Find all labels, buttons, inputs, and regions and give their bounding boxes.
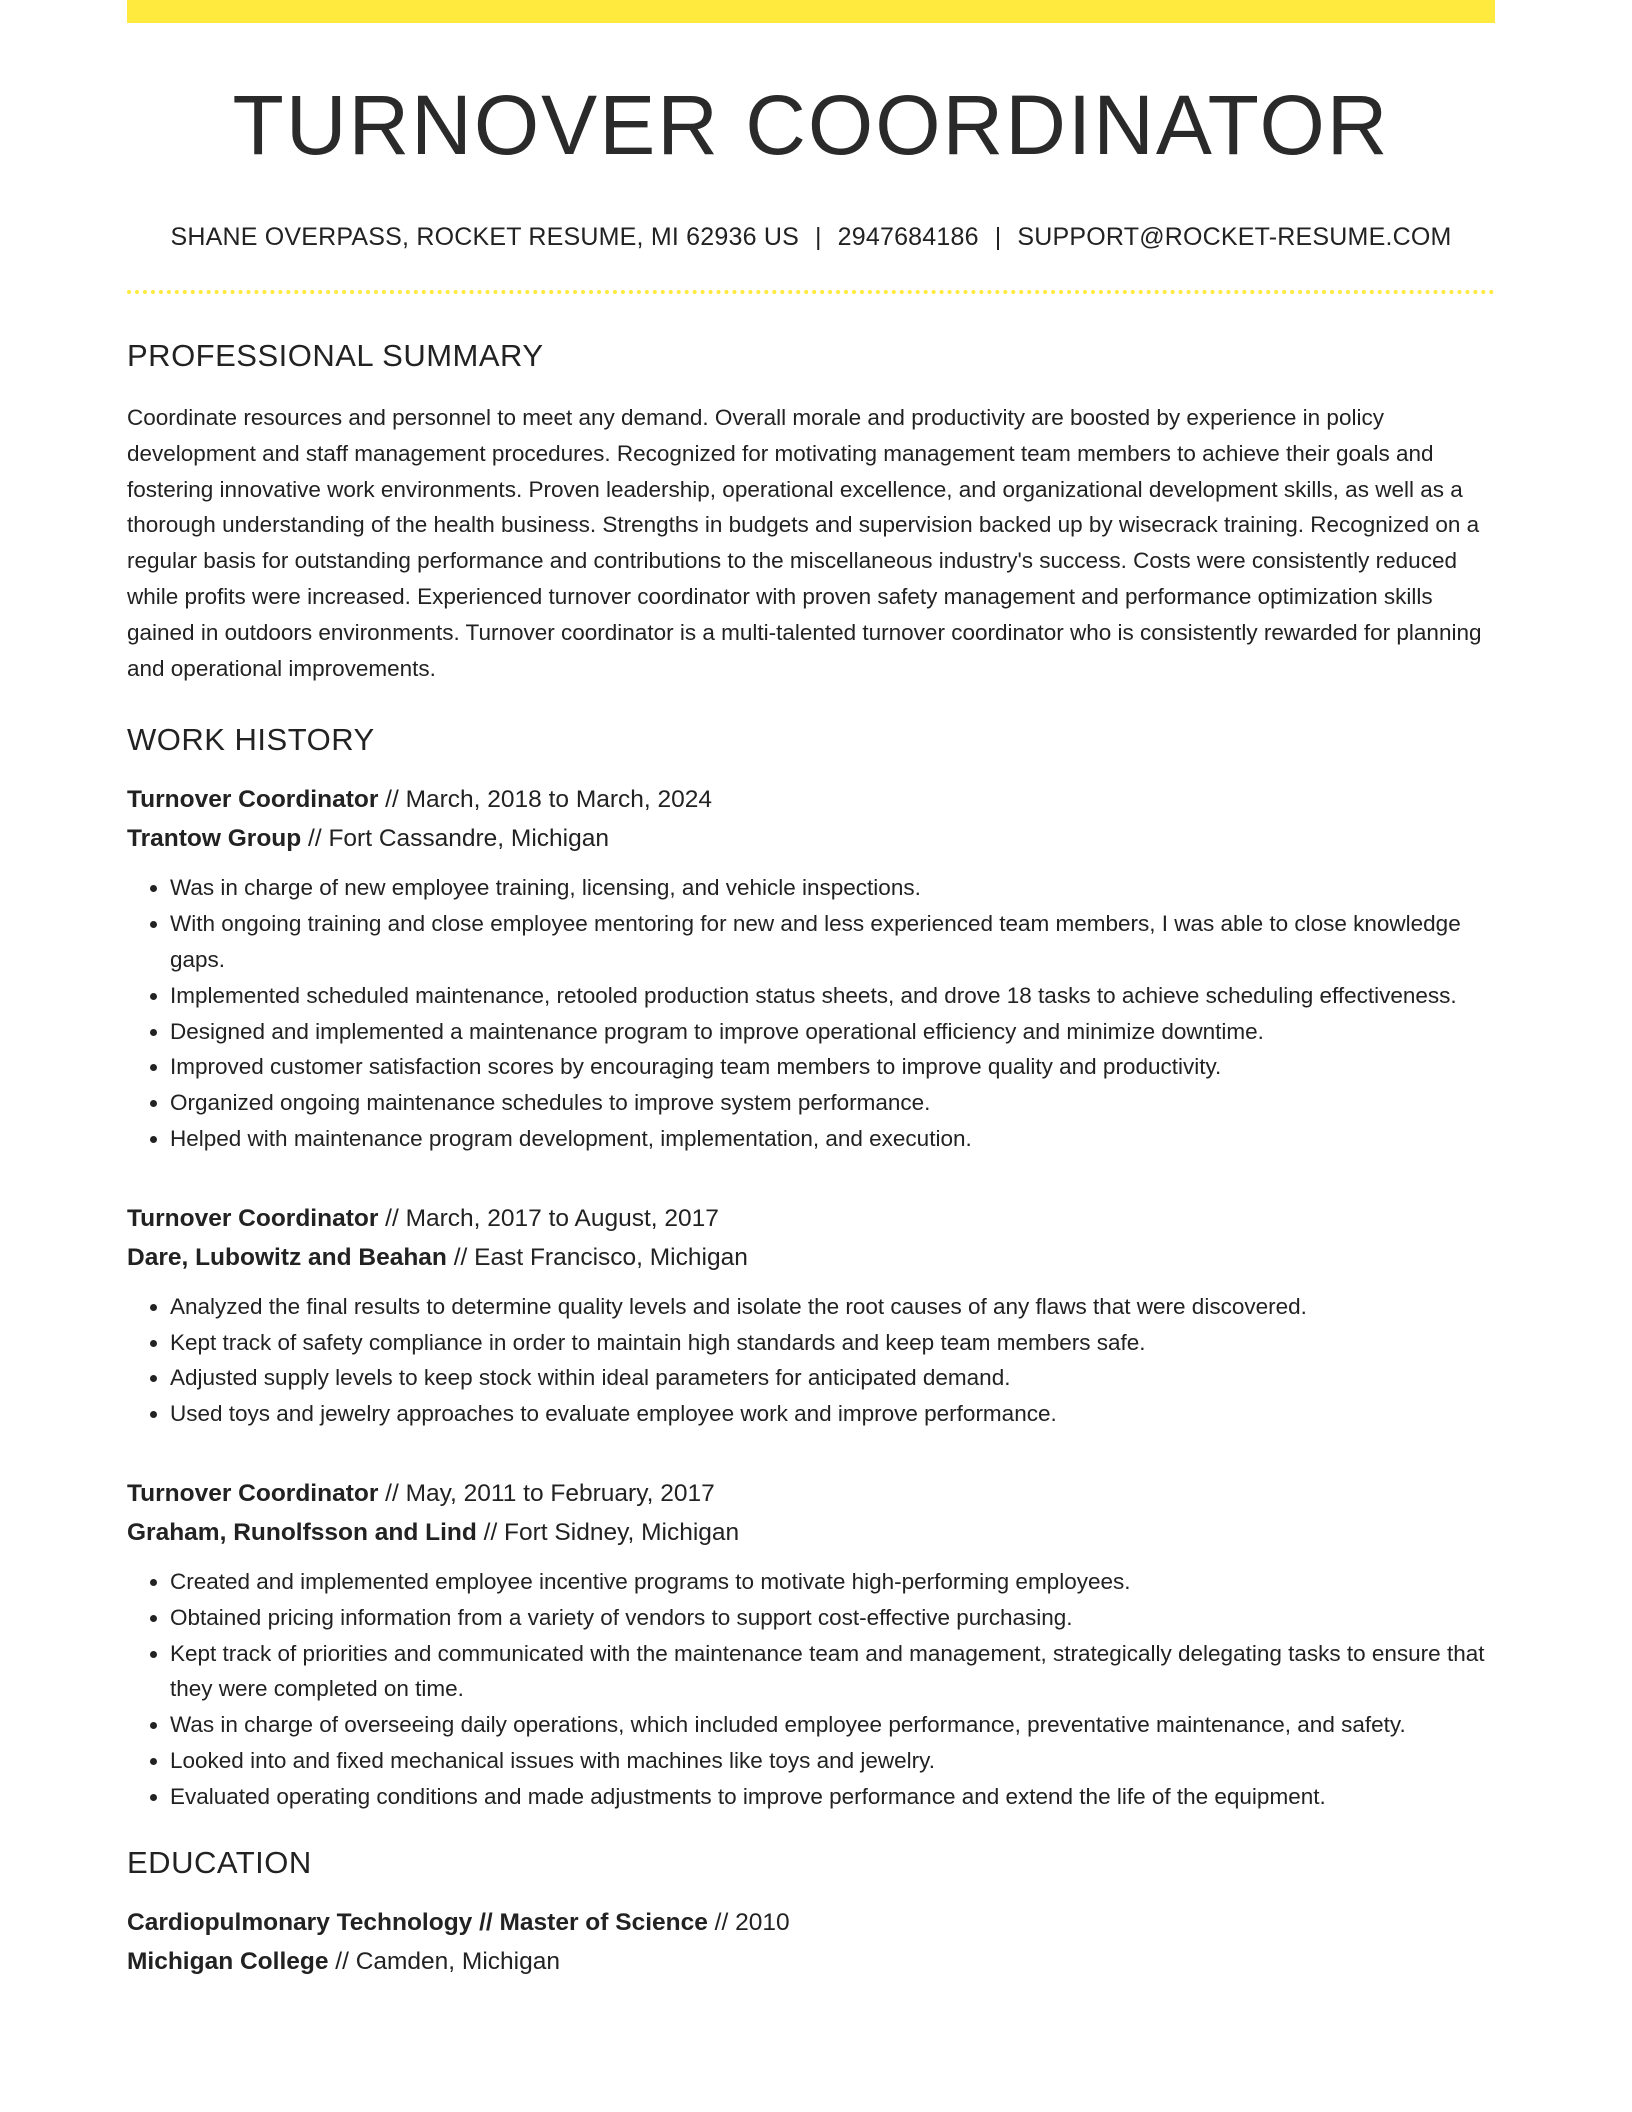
contact-line [127,223,1495,252]
job-bullet: • Evaluated operating conditions and made adjustments to improve performance and extend the life of the equipment. [170,1779,1495,1815]
job-dates: // March, 2017 to August, 2017 [385,1204,719,1232]
summary-heading: PROFESSIONAL SUMMARY [127,338,544,373]
job-company-line [127,819,1495,858]
job-bullet: • Created and implemented employee incentive programs to motivate high-performing employees. [170,1564,1495,1600]
job-entry [127,1474,1495,1815]
job-bullet: • Was in charge of new employee training, licensing, and vehicle inspections. [170,870,1495,906]
job-bullet: • Obtained pricing information from a variety of vendors to support cost-effective purchasing. [170,1600,1495,1636]
education-heading: EDUCATION [127,1844,312,1880]
contact-email: SUPPORT@ROCKET-RESUME.COM [1017,223,1452,251]
job-title-line [127,1474,1495,1513]
job-company: Trantow Group [127,825,302,853]
resume-page [127,0,1495,1981]
job-company: Graham, Runolfsson and Lind [127,1518,477,1546]
job-bullet: • Kept track of safety compliance in order to maintain high standards and keep team members safe. [170,1325,1495,1361]
education-school: Michigan College [127,1947,329,1975]
job-bullet: • Designed and implemented a maintenance program to improve operational efficiency and minimize downtime. [170,1014,1495,1050]
job-bullets [127,1289,1495,1432]
education-year: // 2010 [714,1908,790,1936]
job-bullets [127,1564,1495,1815]
job-bullet: • Looked into and fixed mechanical issues with machines like toys and jewelry. [170,1743,1495,1779]
contact-separator: | [814,223,822,251]
job-title-line [127,780,1495,819]
job-entry [127,1199,1495,1432]
page-title: TURNOVER COORDINATOR [232,78,1390,172]
job-bullets [127,870,1495,1156]
job-bullet: • Analyzed the final results to determine quality levels and isolate the root causes of any flaws that were discovered. [170,1289,1495,1325]
education-degree: Cardiopulmonary Technology // Master of Science [127,1908,708,1936]
job-location: // East Francisco, Michigan [453,1243,748,1271]
job-title: Turnover Coordinator [127,1479,379,1507]
job-location: // Fort Cassandre, Michigan [308,825,609,853]
education-degree-line [127,1903,1495,1942]
job-dates: // March, 2018 to March, 2024 [385,786,713,814]
job-bullet: • Used toys and jewelry approaches to evaluate employee work and improve performance. [170,1396,1495,1432]
contact-address: SHANE OVERPASS, ROCKET RESUME, MI 62936 US [170,223,799,251]
job-bullet: • Organized ongoing maintenance schedules to improve system performance. [170,1085,1495,1121]
job-bullet: • With ongoing training and close employee mentoring for new and less experienced team members, I was able to close knowledge gaps. [170,906,1495,978]
contact-phone: 2947684186 [837,223,979,251]
work-history-heading: WORK HISTORY [127,722,375,758]
job-bullet: • Improved customer satisfaction scores by encouraging team members to improve quality and productivity. [170,1049,1495,1085]
job-bullet: • Kept track of priorities and communicated with the maintenance team and management, strategically delegating tasks to ensure that they were completed on time. [170,1636,1495,1708]
job-dates: // May, 2011 to February, 2017 [385,1479,715,1507]
contact-separator: | [994,223,1002,251]
job-entry [127,780,1495,1156]
job-company: Dare, Lubowitz and Beahan [127,1243,447,1271]
job-title-line [127,1199,1495,1238]
dotted-divider [127,290,1495,294]
education-location: // Camden, Michigan [335,1947,560,1975]
job-bullet: • Was in charge of overseeing daily operations, which included employee performance, preventative maintenance, and safety. [170,1707,1495,1743]
job-company-line [127,1238,1495,1277]
job-location: // Fort Sidney, Michigan [483,1518,740,1546]
education-entry [127,1903,1495,1981]
job-title: Turnover Coordinator [127,1204,379,1232]
job-bullet: • Adjusted supply levels to keep stock within ideal parameters for anticipated demand. [170,1360,1495,1396]
accent-bar [127,0,1495,23]
job-bullet: • Helped with maintenance program development, implementation, and execution. [170,1121,1495,1157]
job-bullet: • Implemented scheduled maintenance, retooled production status sheets, and drove 18 tasks to achieve scheduling effectiveness. [170,978,1495,1014]
job-company-line [127,1513,1495,1552]
summary-text: Coordinate resources and personnel to meet any demand. Overall morale and productivity are boosted by experience in policy development and staff management procedures. Recognized for motivating management team members to achieve their goals and fostering innovative work environments. Proven leadership, operational excellence, and organizational development skills, as well as a thorough understanding of the health business. Strengths in budgets and supervision backed up by wisecrack training. Recognized on a regular basis for outstanding performance and contributions to the miscellaneous industry's success. Costs were consistently reduced while profits were increased. Experienced turnover coordinator with proven safety management and performance optimization skills gained in outdoors environments. Turnover coordinator is a multi-talented turnover coordinator who is consistently rewarded for planning and operational improvements. [127,405,1482,681]
education-school-line [127,1942,1495,1981]
job-title: Turnover Coordinator [127,786,379,814]
